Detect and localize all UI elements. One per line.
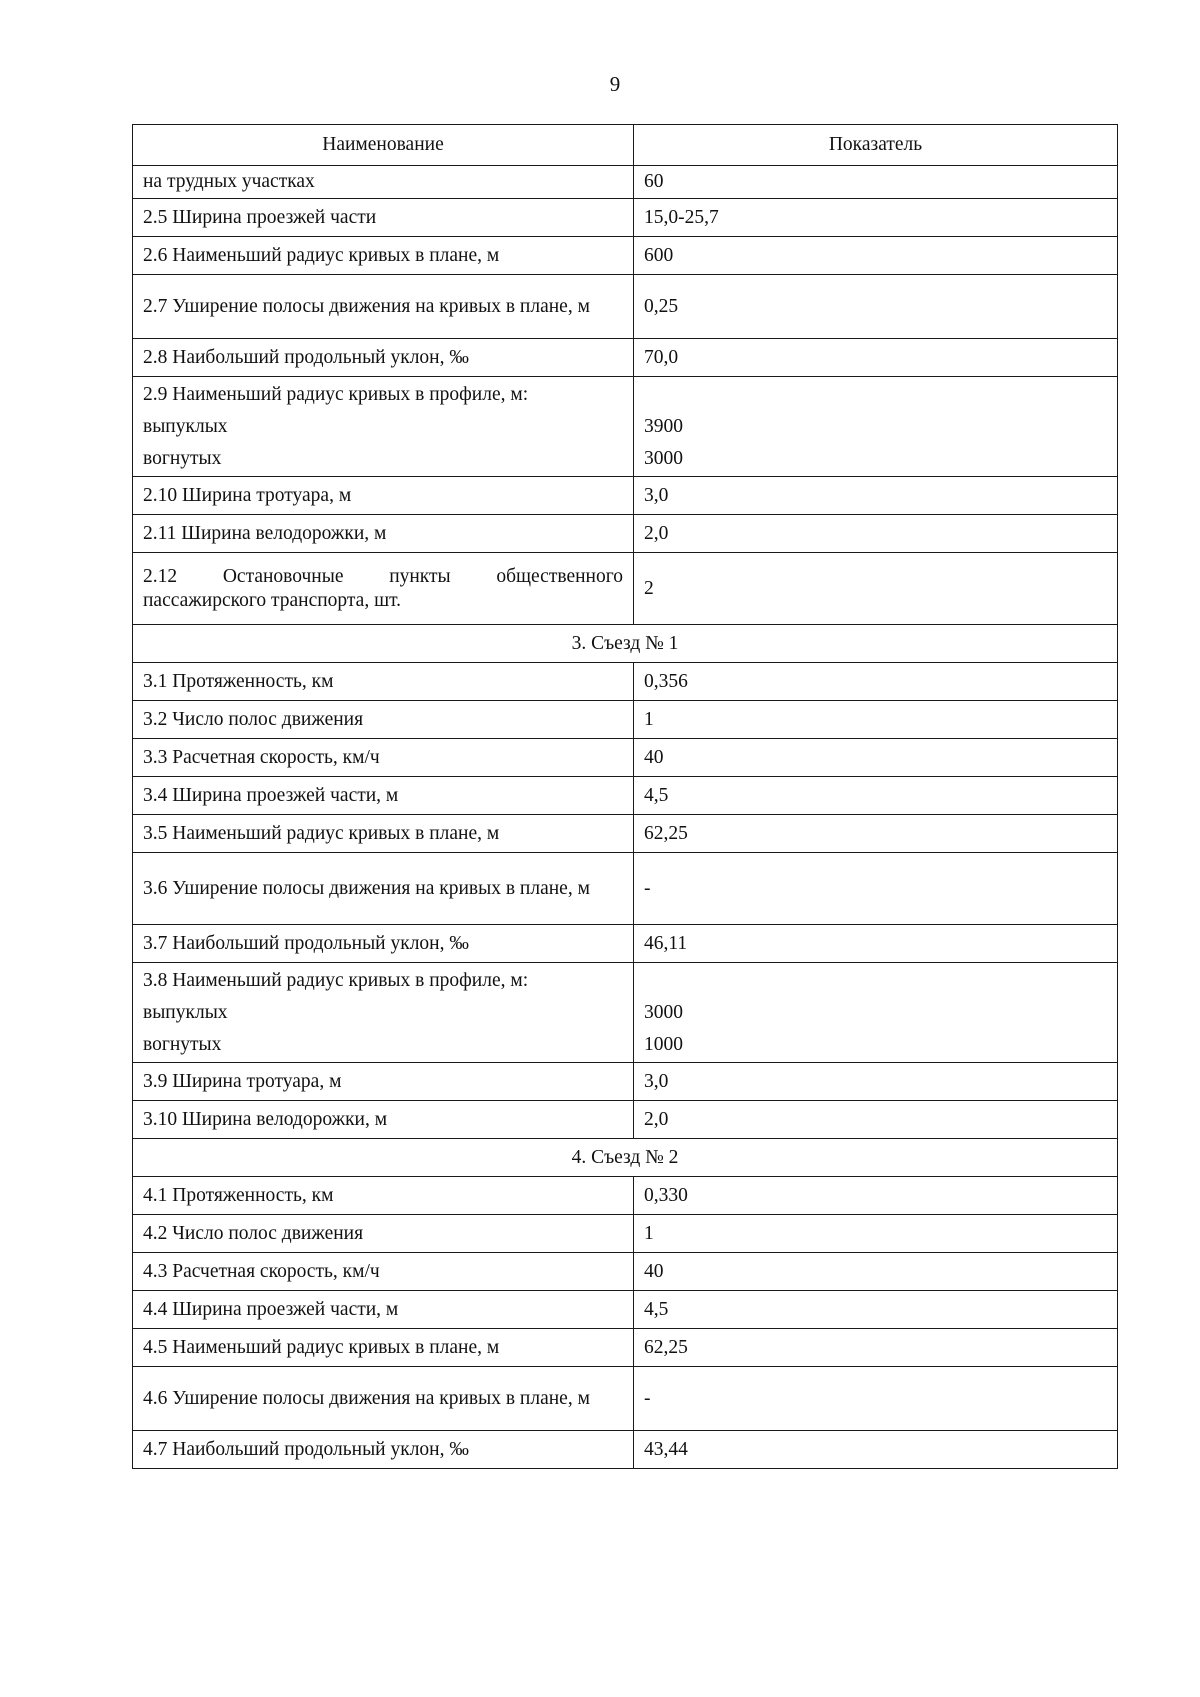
table-row xyxy=(133,1215,1118,1253)
table-row xyxy=(133,1367,1118,1431)
row-name: 3.8 Наименьший радиус кривых в профиле, м: xyxy=(143,969,529,991)
table-row xyxy=(133,515,1118,553)
table-row xyxy=(133,963,1118,1063)
row-value-cell: - xyxy=(634,853,1118,925)
table-row xyxy=(133,925,1118,963)
table-row xyxy=(133,1329,1118,1367)
row-value-cell: 2,0 xyxy=(634,515,1118,553)
row-value-cell: 2,0 xyxy=(634,1101,1118,1139)
row-value-cell: 0,356 xyxy=(634,663,1118,701)
table-row xyxy=(133,377,1118,477)
table-row xyxy=(133,739,1118,777)
table-row xyxy=(133,1101,1118,1139)
row-name-cell: 3.4 Ширина проезжей части, м xyxy=(133,777,634,815)
row-value-cell: 1 xyxy=(634,701,1118,739)
row-value-cell: 3,0 xyxy=(634,1063,1118,1101)
row-value-cell: 600 xyxy=(634,237,1118,275)
row-name: 2.9 Наименьший радиус кривых в профиле, м: xyxy=(143,383,529,405)
page-number: 9 xyxy=(609,72,621,96)
table-row xyxy=(133,1063,1118,1101)
row-value-cell xyxy=(634,963,1118,1063)
table-row xyxy=(133,237,1118,275)
sub-row-value: 3000 xyxy=(644,447,683,469)
table-section-row xyxy=(133,625,1118,663)
sub-row-name: выпуклых xyxy=(143,1001,228,1023)
row-name-cell: 4.7 Наибольший продольный уклон, ‰ xyxy=(133,1431,634,1469)
header-value: Показатель xyxy=(634,125,1118,166)
sub-row-value: 3000 xyxy=(644,1001,683,1023)
table-row xyxy=(133,1253,1118,1291)
table-row xyxy=(133,1177,1118,1215)
row-name-cell: на трудных участках xyxy=(133,166,634,199)
row-name-cell: 4.6 Уширение полосы движения на кривых в плане, м xyxy=(133,1367,634,1431)
row-name-cell: 2.12 Остановочные пункты общественного пассажирского транспорта, шт. xyxy=(133,553,634,625)
row-name-cell: 3.9 Ширина тротуара, м xyxy=(133,1063,634,1101)
table-row xyxy=(133,701,1118,739)
row-value-cell: 70,0 xyxy=(634,339,1118,377)
row-name-cell: 3.1 Протяженность, км xyxy=(133,663,634,701)
row-name-cell xyxy=(133,377,634,477)
row-name-cell: 4.3 Расчетная скорость, км/ч xyxy=(133,1253,634,1291)
table-header-row xyxy=(133,125,1118,166)
sub-row-value: 3900 xyxy=(644,415,683,437)
table-row xyxy=(133,663,1118,701)
table-row xyxy=(133,275,1118,339)
table-row xyxy=(133,1431,1118,1469)
row-name-cell: 3.10 Ширина велодорожки, м xyxy=(133,1101,634,1139)
sub-row-name: выпуклых xyxy=(143,415,228,437)
row-value-cell: 2 xyxy=(634,553,1118,625)
table-row xyxy=(133,199,1118,237)
row-name-cell: 2.11 Ширина велодорожки, м xyxy=(133,515,634,553)
row-value-cell: 0,25 xyxy=(634,275,1118,339)
table-body xyxy=(133,166,1118,1469)
row-name-cell: 2.5 Ширина проезжей части xyxy=(133,199,634,237)
parameters-table xyxy=(132,124,1118,1469)
table-row xyxy=(133,815,1118,853)
row-value-cell: 1 xyxy=(634,1215,1118,1253)
sub-row-name: вогнутых xyxy=(143,1033,222,1055)
table-section-row xyxy=(133,1139,1118,1177)
row-name-cell: 4.1 Протяженность, км xyxy=(133,1177,634,1215)
row-name-cell: 3.5 Наименьший радиус кривых в плане, м xyxy=(133,815,634,853)
row-value-cell: - xyxy=(634,1367,1118,1431)
row-value-cell xyxy=(634,377,1118,477)
section-heading: 3. Съезд № 1 xyxy=(133,625,1118,663)
row-name-cell: 2.10 Ширина тротуара, м xyxy=(133,477,634,515)
sub-row-value: 1000 xyxy=(644,1033,683,1055)
row-value-cell: 40 xyxy=(634,1253,1118,1291)
row-name-cell: 2.8 Наибольший продольный уклон, ‰ xyxy=(133,339,634,377)
row-value-cell: 46,11 xyxy=(634,925,1118,963)
row-value-cell: 62,25 xyxy=(634,1329,1118,1367)
row-value-cell: 4,5 xyxy=(634,1291,1118,1329)
table-row xyxy=(133,777,1118,815)
row-name-cell: 4.5 Наименьший радиус кривых в плане, м xyxy=(133,1329,634,1367)
sub-row-name: вогнутых xyxy=(143,447,222,469)
table-row xyxy=(133,853,1118,925)
section-heading: 4. Съезд № 2 xyxy=(133,1139,1118,1177)
table-row xyxy=(133,477,1118,515)
row-value-cell: 40 xyxy=(634,739,1118,777)
row-name-cell: 3.6 Уширение полосы движения на кривых в плане, м xyxy=(133,853,634,925)
header-name: Наименование xyxy=(133,125,634,166)
row-name-cell: 4.4 Ширина проезжей части, м xyxy=(133,1291,634,1329)
table-row xyxy=(133,339,1118,377)
row-name-cell: 3.3 Расчетная скорость, км/ч xyxy=(133,739,634,777)
row-name-cell: 3.2 Число полос движения xyxy=(133,701,634,739)
row-name-cell xyxy=(133,963,634,1063)
row-value-cell: 62,25 xyxy=(634,815,1118,853)
row-value-cell: 0,330 xyxy=(634,1177,1118,1215)
row-value-cell: 43,44 xyxy=(634,1431,1118,1469)
table-row xyxy=(133,553,1118,625)
row-value-cell: 15,0-25,7 xyxy=(634,199,1118,237)
value-spacer xyxy=(644,383,1107,407)
table-row xyxy=(133,166,1118,199)
row-value-cell: 4,5 xyxy=(634,777,1118,815)
row-name-cell: 2.6 Наименьший радиус кривых в плане, м xyxy=(133,237,634,275)
table-row xyxy=(133,1291,1118,1329)
row-name-cell: 4.2 Число полос движения xyxy=(133,1215,634,1253)
row-value-cell: 3,0 xyxy=(634,477,1118,515)
value-spacer xyxy=(644,969,1107,993)
row-value-cell: 60 xyxy=(634,166,1118,199)
row-name-cell: 2.7 Уширение полосы движения на кривых в плане, м xyxy=(133,275,634,339)
row-name-cell: 3.7 Наибольший продольный уклон, ‰ xyxy=(133,925,634,963)
